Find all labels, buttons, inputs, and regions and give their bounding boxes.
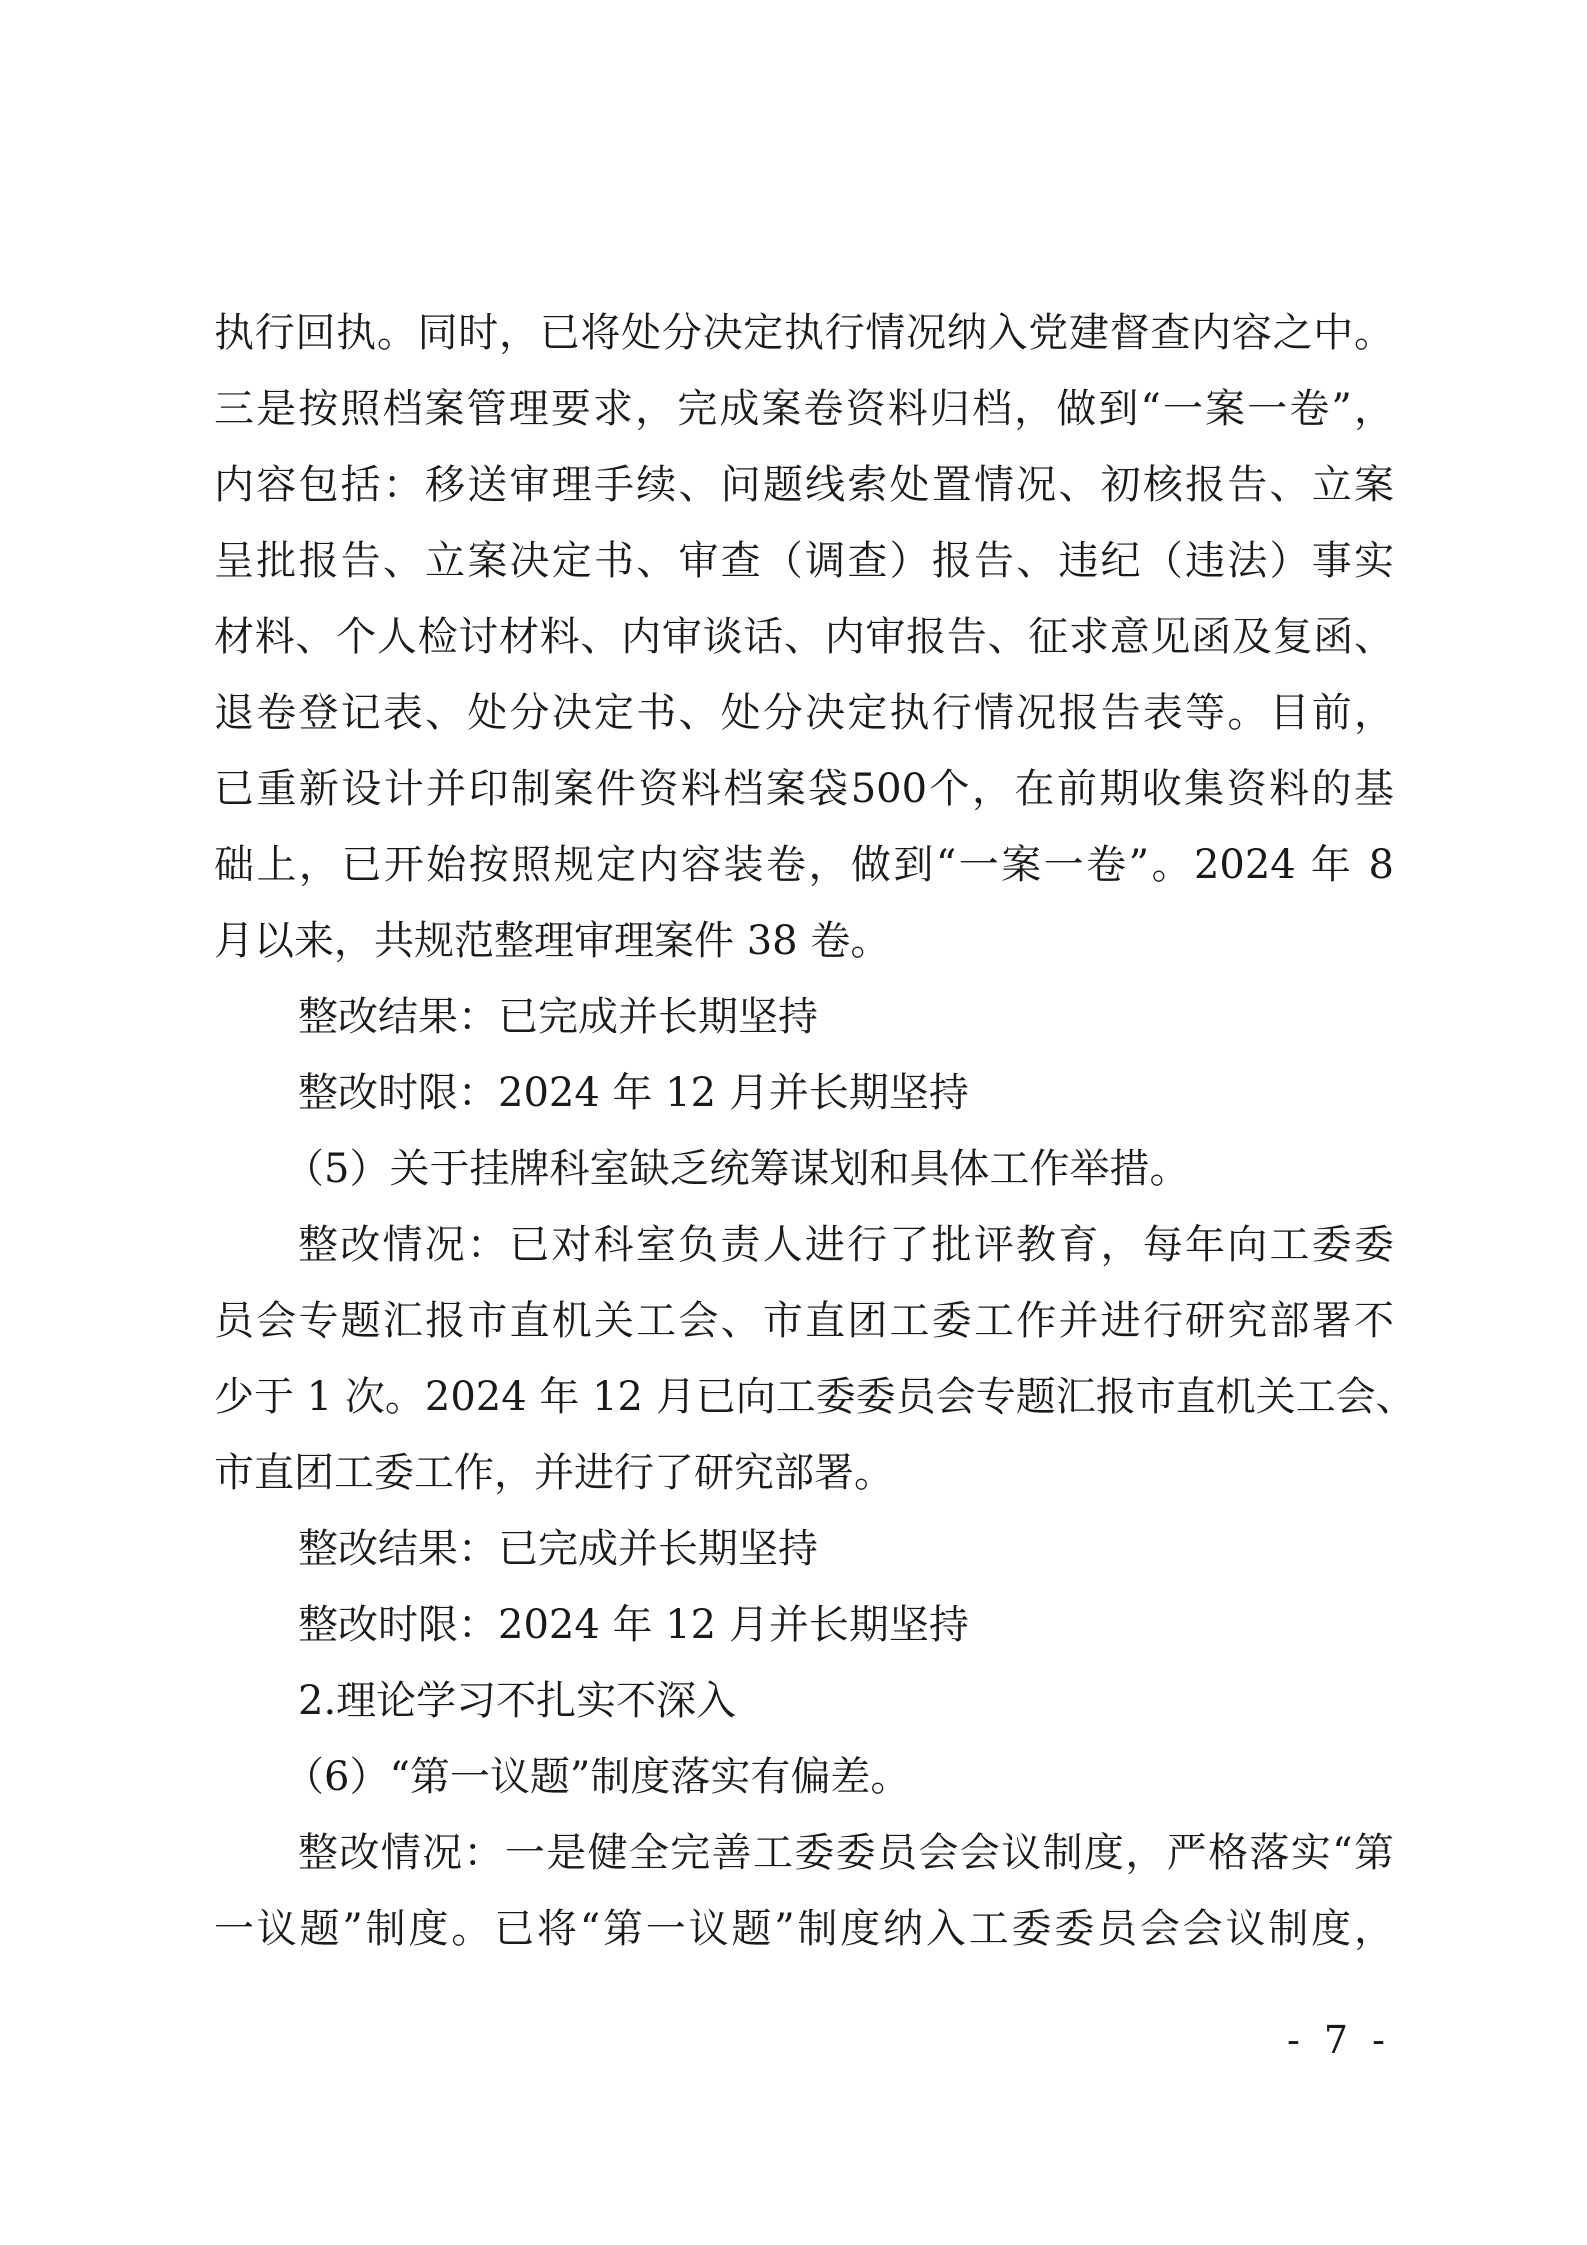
- item-heading: （5）关于挂牌科室缺乏统筹谋划和具体工作举措。: [284, 1146, 1190, 1192]
- rectification-status: 整改情况：已对科室负责人进行了批评教育，每年向工委委: [298, 1222, 1394, 1268]
- text-line: 呈批报告、立案决定书、审查（调查）报告、违纪（违法）事实: [214, 538, 1394, 584]
- text-line: 一议题”制度。已将“第一议题”制度纳入工委委员会会议制度，: [214, 1906, 1394, 1952]
- section-heading: 2.理论学习不扎实不深入: [298, 1678, 737, 1724]
- text-line: 材料、个人检讨材料、内审谈话、内审报告、征求意见函及复函、: [214, 614, 1394, 660]
- text-line: 内容包括：移送审理手续、问题线索处置情况、初核报告、立案: [214, 462, 1394, 508]
- text-line: 础上，已开始按照规定内容装卷，做到“一案一卷”。2024 年 8: [214, 842, 1394, 888]
- text-line: 少于 1 次。2024 年 12 月已向工委委员会专题汇报市直机关工会、: [214, 1374, 1416, 1420]
- text-line: 执行回执。同时，已将处分决定执行情况纳入党建督查内容之中。: [214, 310, 1394, 356]
- text-line: 已重新设计并印制案件资料档案袋500个，在前期收集资料的基: [214, 766, 1394, 812]
- page-number: - 7 -: [1286, 2018, 1391, 2062]
- text-line: 员会专题汇报市直机关工会、市直团工委工作并进行研究部署不: [214, 1298, 1394, 1344]
- text-line: 三是按照档案管理要求，完成案卷资料归档，做到“一案一卷”，: [214, 386, 1394, 432]
- text-line: 市直团工委工作，并进行了研究部署。: [214, 1450, 894, 1496]
- body-text: [214, 295, 1416, 1967]
- rectification-result: 整改结果：已完成并长期坚持: [298, 1526, 818, 1572]
- rectification-result: 整改结果：已完成并长期坚持: [298, 994, 818, 1040]
- item-heading: （6）“第一议题”制度落实有偏差。: [284, 1754, 911, 1800]
- text-line: 退卷登记表、处分决定书、处分决定执行情况报告表等。目前，: [214, 690, 1394, 736]
- text-line: 月以来，共规范整理审理案件 38 卷。: [214, 918, 891, 964]
- rectification-deadline: 整改时限：2024 年 12 月并长期坚持: [298, 1602, 969, 1648]
- rectification-deadline: 整改时限：2024 年 12 月并长期坚持: [298, 1070, 969, 1116]
- rectification-status: 整改情况：一是健全完善工委委员会会议制度，严格落实“第: [298, 1830, 1394, 1876]
